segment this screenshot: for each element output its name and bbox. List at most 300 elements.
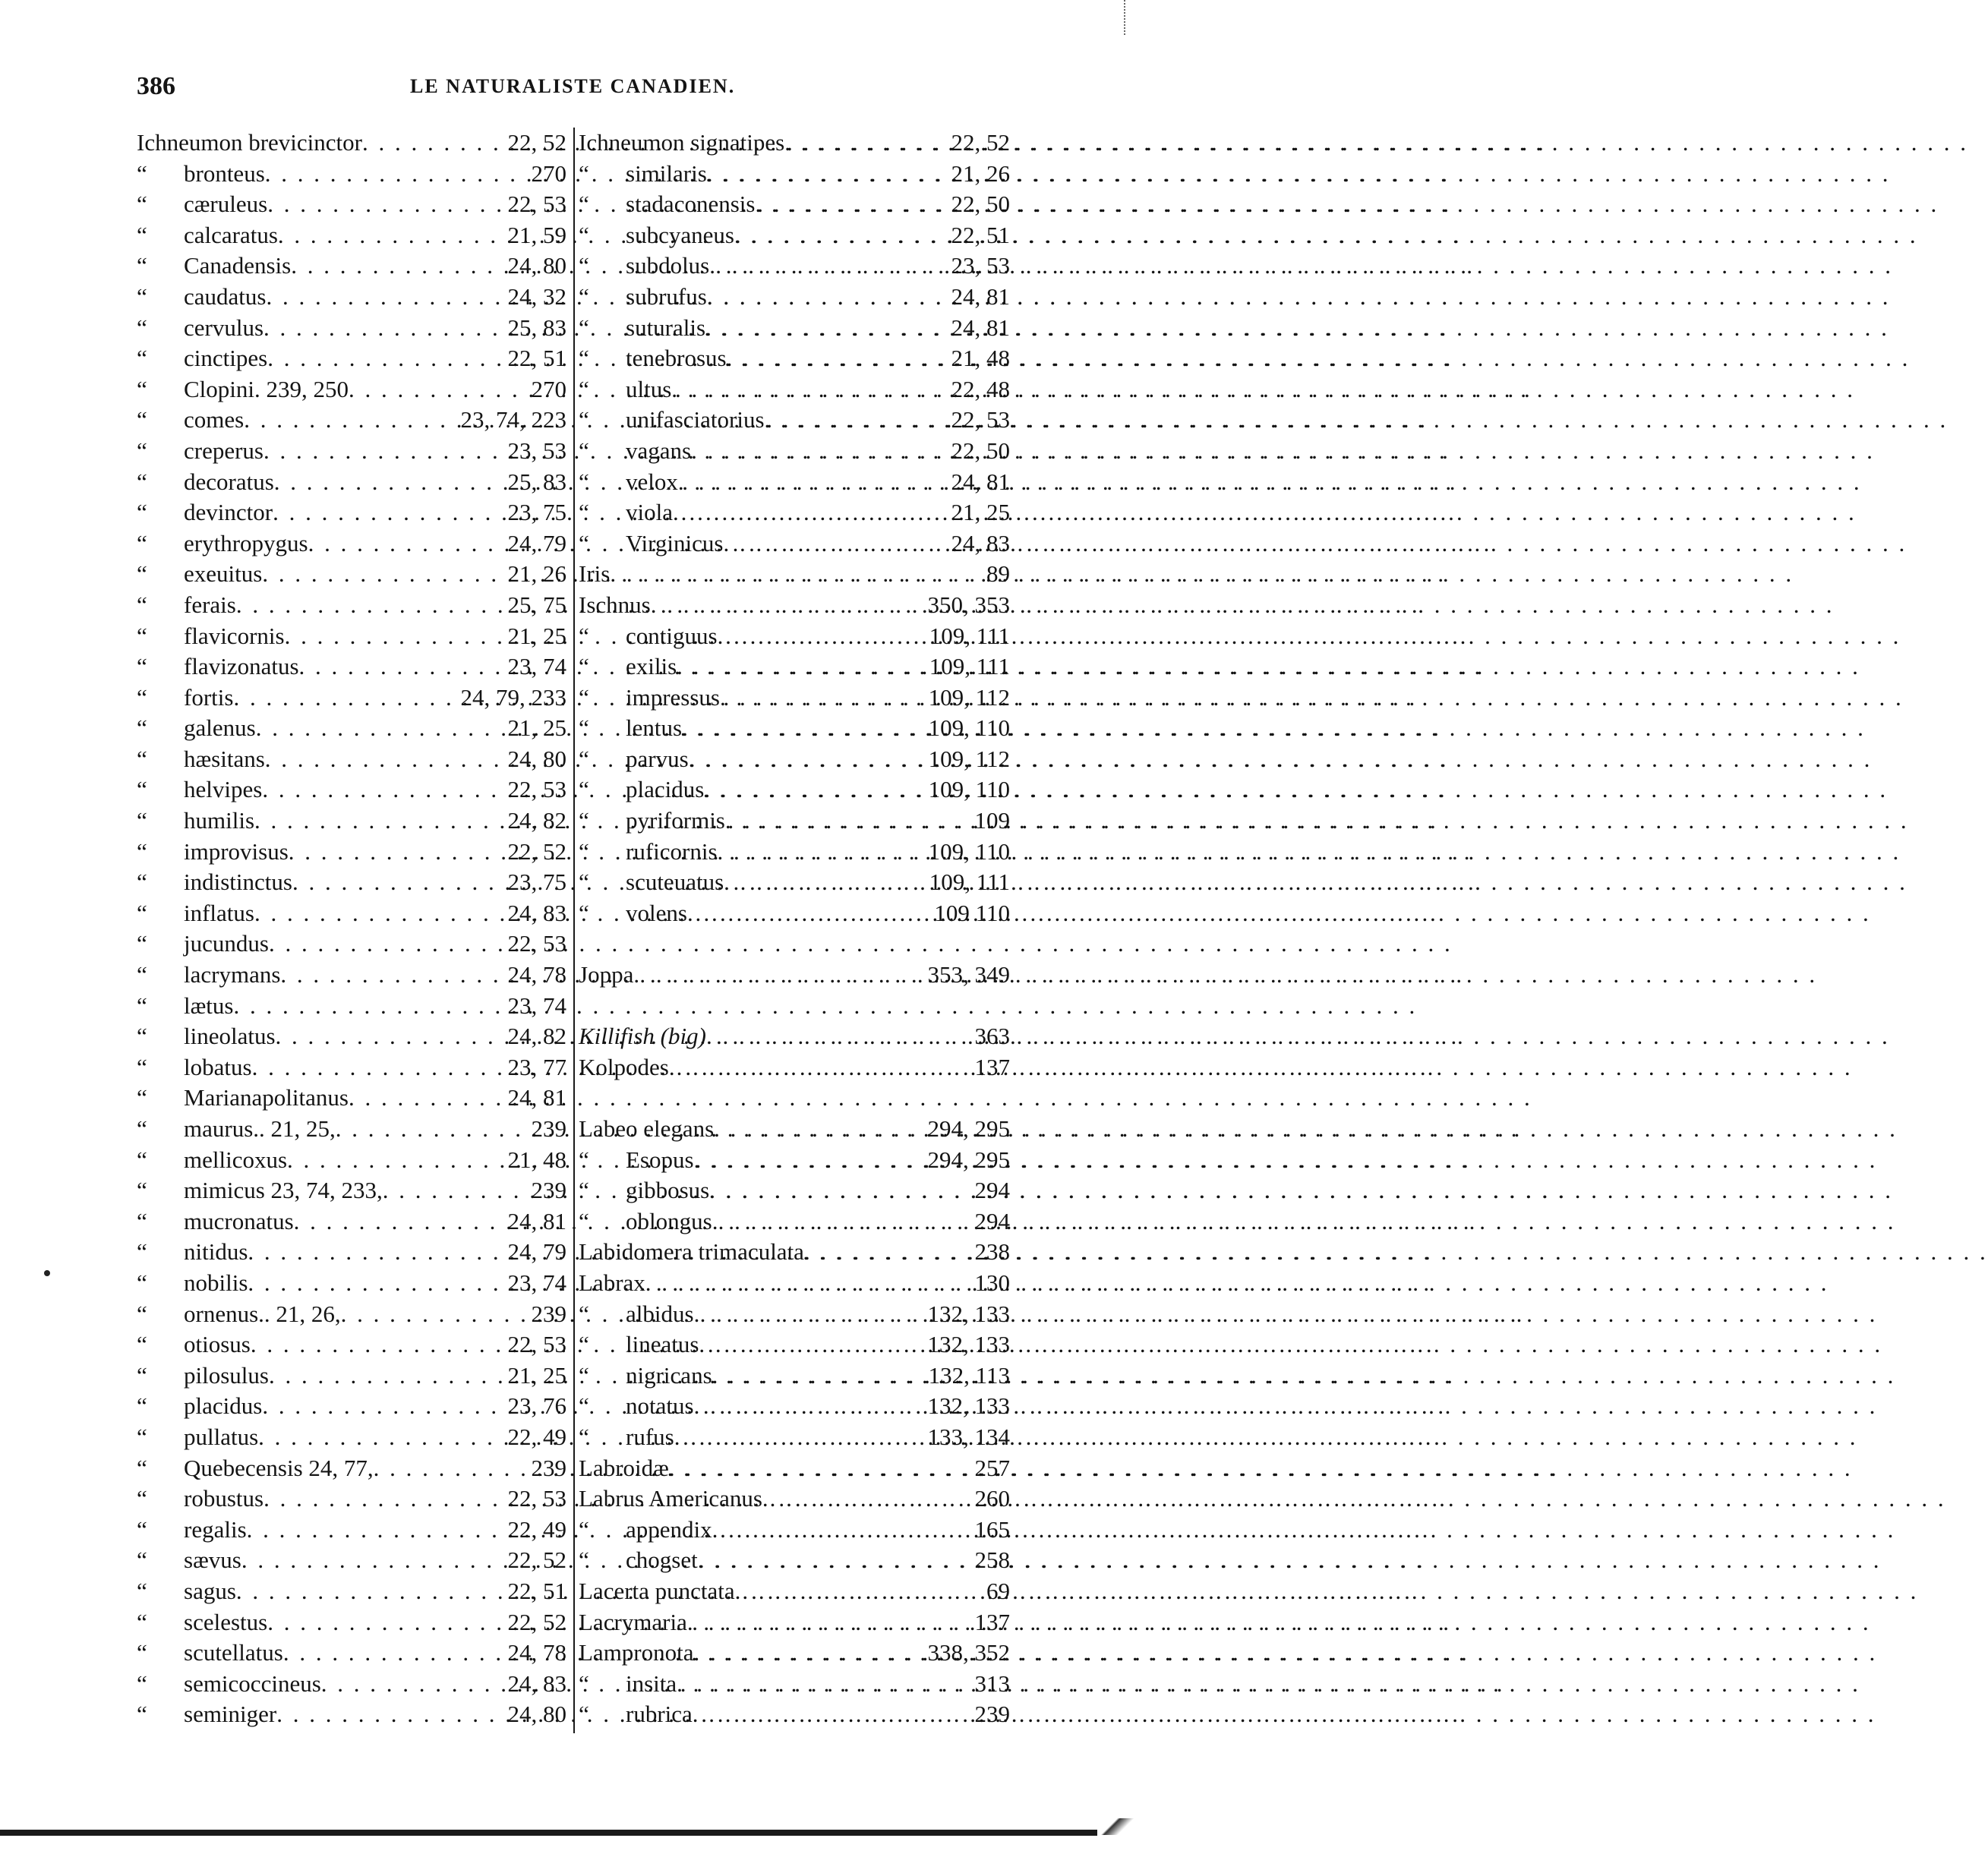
leader-dots <box>633 960 923 991</box>
index-term: lacrymans <box>184 961 281 988</box>
index-entry <box>137 282 568 313</box>
index-entry <box>137 1021 568 1052</box>
index-term: mimicus 23, 74, 233, <box>184 1177 383 1204</box>
index-term: Esopus <box>626 1146 694 1173</box>
scan-dot-mark <box>44 1270 50 1276</box>
page-refs: 132, 133 <box>927 1331 1010 1358</box>
index-term: erythropygus <box>184 529 308 556</box>
index-entry <box>137 251 568 282</box>
index-term: jucundus <box>184 930 269 957</box>
page-refs: 132, 113 <box>928 1361 1010 1389</box>
index-term: Labrax <box>579 1269 645 1296</box>
index-entry <box>579 1699 1011 1730</box>
index-term: lobatus <box>184 1053 252 1080</box>
ditto-mark: “ <box>579 807 589 834</box>
index-entry <box>579 1299 1011 1330</box>
index-term: Quebecensis 24, 77, <box>184 1454 374 1481</box>
leader-dots <box>248 1237 503 1268</box>
page-refs: 238 <box>974 1238 1010 1266</box>
column-divider <box>573 128 575 1733</box>
leader-dots <box>247 1515 503 1546</box>
leader-dots <box>383 1175 527 1206</box>
page-refs: 239 <box>531 1454 566 1481</box>
page-refs: 294, 295 <box>927 1115 1010 1142</box>
index-entry <box>137 1114 568 1145</box>
page-refs: 24, 82 <box>507 807 566 834</box>
page-refs: 24, 81 <box>951 468 1010 495</box>
leader-dots <box>233 683 456 714</box>
ditto-mark: “ <box>579 1177 589 1204</box>
index-term: unifasciatorius <box>626 406 765 434</box>
index-entry <box>137 343 568 374</box>
ditto-mark: “ <box>579 1146 589 1173</box>
leader-dots <box>262 559 503 590</box>
ditto-mark: “ <box>579 191 589 218</box>
index-entry <box>137 1083 568 1114</box>
ditto-mark: “ <box>579 1546 589 1574</box>
index-term: ferais <box>184 591 236 618</box>
leader-dots <box>276 1021 503 1052</box>
leader-dots <box>263 313 503 344</box>
index-entry <box>137 713 568 744</box>
page-refs: 24, 81 <box>951 282 1010 310</box>
page-refs: 21, 25 <box>507 714 566 742</box>
page-refs: 137 <box>974 1053 1010 1080</box>
index-entry <box>137 1175 568 1206</box>
index-term: sagus <box>184 1577 236 1604</box>
ditto-mark: “ <box>137 1392 147 1420</box>
index-entry <box>137 1669 568 1700</box>
ditto-mark: “ <box>137 1269 147 1296</box>
index-term: maurus.. 21, 25, <box>184 1115 336 1142</box>
index-term: appendix <box>626 1515 712 1543</box>
page-refs: 22, 52 <box>507 1608 566 1635</box>
index-term: pullatus <box>184 1423 259 1450</box>
index-entry <box>579 1607 1011 1638</box>
leader-dots <box>699 1329 923 1360</box>
page-refs: 270 <box>531 375 566 402</box>
ditto-mark: “ <box>137 314 147 341</box>
ditto-mark: “ <box>137 252 147 279</box>
ditto-mark: “ <box>137 1423 147 1450</box>
leader-dots <box>714 1114 923 1145</box>
page-refs: 133, 134 <box>927 1423 1010 1450</box>
page-refs: 21, 26 <box>507 560 566 588</box>
leader-dots <box>278 220 503 251</box>
ditto-mark: “ <box>579 683 589 711</box>
index-term: ruficornis <box>626 837 718 865</box>
index-entry <box>137 220 568 251</box>
index-term: chogset <box>626 1546 698 1574</box>
index-entry <box>579 374 1011 405</box>
index-entry <box>137 1453 568 1484</box>
leader-dots <box>263 436 503 467</box>
leader-dots <box>694 1638 923 1669</box>
index-term: comes <box>184 406 245 434</box>
ditto-mark: “ <box>579 622 589 649</box>
page-refs: 257 <box>974 1454 1010 1481</box>
leader-dots <box>233 991 503 1022</box>
page-refs: 24, 80 <box>507 252 566 279</box>
ditto-mark: “ <box>137 1701 147 1728</box>
leader-dots <box>374 1453 527 1484</box>
ditto-mark: “ <box>137 745 147 772</box>
ditto-mark: “ <box>137 1238 147 1266</box>
leader-dots <box>362 128 503 159</box>
index-term: contiguus <box>626 622 718 649</box>
leader-dots <box>765 405 947 436</box>
index-term: decoratus <box>184 468 274 495</box>
page-refs: 109, 110 <box>928 837 1010 865</box>
leader-dots <box>705 313 946 344</box>
page-refs: 21, 25 <box>507 622 566 649</box>
leader-dots <box>254 806 503 837</box>
index-term: cervulus <box>184 314 264 341</box>
leader-dots <box>804 1237 970 1268</box>
leader-dots <box>720 683 924 714</box>
leader-dots <box>252 1052 503 1083</box>
page-refs: 165 <box>974 1515 1010 1543</box>
index-entry <box>579 1545 1011 1576</box>
index-term: lætus <box>184 992 234 1019</box>
index-term: scutellatus <box>184 1639 283 1666</box>
page-header <box>137 72 1010 110</box>
ditto-mark: “ <box>137 807 147 834</box>
page-refs: 69 <box>986 1577 1010 1604</box>
page-refs: 25, 83 <box>507 314 566 341</box>
leader-dots <box>269 929 503 960</box>
index-term: Killifish (big) <box>579 1023 706 1050</box>
ditto-mark: “ <box>137 837 147 865</box>
page-refs: 24, 83 <box>507 899 566 926</box>
page-refs: 130 <box>974 1269 1010 1296</box>
leader-dots <box>784 128 946 159</box>
page-refs: 24, 78 <box>507 1639 566 1666</box>
page-refs: 24, 81 <box>951 314 1010 341</box>
index-term: Ischnus <box>579 591 651 618</box>
index-term: Marianapolitanus <box>184 1084 349 1111</box>
index-term: Lampronota <box>579 1639 694 1666</box>
leader-dots <box>706 1021 970 1052</box>
page-refs: 22, 52 <box>507 1546 566 1574</box>
leader-dots <box>269 1360 503 1392</box>
index-term: mucronatus <box>184 1207 294 1234</box>
leader-dots <box>349 374 526 405</box>
leader-dots <box>610 559 982 590</box>
index-term: seminiger <box>184 1701 277 1728</box>
index-term: stadaconensis <box>626 191 756 218</box>
ditto-mark: “ <box>137 1084 147 1111</box>
index-entry <box>579 774 1011 806</box>
index-entry <box>579 898 1011 929</box>
index-entry <box>579 1329 1011 1360</box>
page-refs: 22, 52 <box>507 837 566 865</box>
ditto-mark: “ <box>579 776 589 803</box>
index-entry <box>137 1483 568 1515</box>
leader-dots <box>694 1145 923 1176</box>
page-refs: 22, 50 <box>951 191 1010 218</box>
index-entry <box>579 991 1011 1022</box>
index-entry <box>137 559 568 590</box>
index-entry <box>137 436 568 467</box>
page-refs: 23, 74 <box>507 653 566 680</box>
leader-dots <box>694 1391 923 1422</box>
index-term: similaris <box>626 159 707 187</box>
ditto-mark: “ <box>579 221 589 248</box>
index-term: exeuitus <box>184 560 263 588</box>
index-term: Labroidæ <box>579 1454 669 1481</box>
index-entry <box>579 220 1011 251</box>
index-entry <box>137 1607 568 1638</box>
index-term: oblongus <box>626 1207 712 1234</box>
page-refs: 23, 75 <box>507 499 566 526</box>
index-term: ornenus.. 21, 26, <box>184 1300 341 1327</box>
leader-dots <box>321 1669 503 1700</box>
leader-dots <box>645 1268 970 1299</box>
leader-dots <box>693 1699 970 1730</box>
leader-dots <box>262 774 503 806</box>
index-entry <box>579 1483 1011 1515</box>
leader-dots <box>294 1206 503 1237</box>
ditto-mark: “ <box>137 1207 147 1234</box>
index-entry <box>137 159 568 190</box>
leader-dots <box>263 1483 503 1515</box>
leader-dots <box>669 1052 970 1083</box>
index-column-right <box>579 128 1011 1733</box>
ditto-mark: “ <box>137 1515 147 1543</box>
page-refs: 22, 52 <box>507 129 566 156</box>
index-term: humilis <box>184 807 255 834</box>
index-entry <box>579 1576 1011 1607</box>
index-term: gibbosus <box>626 1177 710 1204</box>
index-entry <box>137 1329 568 1360</box>
ditto-mark: “ <box>579 406 589 434</box>
ditto-mark: “ <box>579 314 589 341</box>
index-term: Lacerta punctata <box>579 1577 735 1604</box>
index-entry <box>137 1145 568 1176</box>
index-term: Labidomera trimaculata <box>579 1238 804 1266</box>
index-entry <box>137 1515 568 1546</box>
ditto-mark: “ <box>137 468 147 495</box>
ditto-mark: “ <box>579 437 589 464</box>
index-entry <box>137 1360 568 1392</box>
ditto-mark: “ <box>137 776 147 803</box>
ditto-mark: “ <box>137 1177 147 1204</box>
index-term: pilosulus <box>184 1361 269 1389</box>
page-refs: 109, 111 <box>929 653 1010 680</box>
page-refs: 22, 53 <box>507 1485 566 1512</box>
leader-dots <box>241 1545 503 1576</box>
index-entry <box>579 621 1011 652</box>
index-term: ultus <box>626 375 672 402</box>
index-entry <box>579 1052 1011 1083</box>
leader-dots <box>682 713 924 744</box>
index-entry <box>579 837 1011 868</box>
index-entry <box>579 1145 1011 1176</box>
index-entry <box>579 528 1011 560</box>
page-refs: 22, 53 <box>951 406 1010 434</box>
page-refs: 109, 111 <box>929 869 1010 896</box>
ditto-mark: “ <box>137 191 147 218</box>
ditto-mark: “ <box>137 869 147 896</box>
page-refs: 260 <box>974 1485 1010 1512</box>
index-term: flavicornis <box>184 622 285 649</box>
leader-dots <box>236 590 503 621</box>
index-term: rubrica <box>626 1701 693 1728</box>
ditto-mark: “ <box>137 1300 147 1327</box>
leader-dots <box>254 898 503 929</box>
leader-dots <box>718 621 925 652</box>
ditto-mark: “ <box>137 406 147 434</box>
page-refs: 23, 77 <box>507 1053 566 1080</box>
leader-dots <box>724 867 925 898</box>
page-refs: 24, 81 <box>507 1084 566 1111</box>
page-refs: 109, 111 <box>929 622 1010 649</box>
index-entry <box>579 683 1011 714</box>
index-term: indistinctus <box>184 869 292 896</box>
leader-dots <box>698 1545 970 1576</box>
page-refs: 24, 80 <box>507 1701 566 1728</box>
page-refs: 313 <box>974 1669 1010 1697</box>
leader-dots <box>671 374 946 405</box>
index-entry <box>579 1237 1011 1268</box>
page-refs: 21, 25 <box>507 1361 566 1389</box>
index-entry <box>137 497 568 528</box>
index-term: velox <box>626 468 678 495</box>
leader-dots <box>258 1422 503 1453</box>
page-refs: 23, 76 <box>507 1392 566 1420</box>
ditto-mark: “ <box>579 1300 589 1327</box>
index-entry <box>579 159 1011 190</box>
page-refs: 21, 25 <box>951 499 1010 526</box>
ditto-mark: “ <box>579 159 589 187</box>
leader-dots <box>285 621 503 652</box>
index-term: devinctor <box>184 499 273 526</box>
index-term: Ichneumon brevicinctor <box>137 129 362 156</box>
leader-dots <box>291 251 503 282</box>
index-term: subdolus <box>626 252 710 279</box>
index-term: mellicoxus <box>184 1146 288 1173</box>
page-refs: 137 <box>974 1608 1010 1635</box>
index-entry <box>579 1021 1011 1052</box>
page-refs: 21, 48 <box>507 1146 566 1173</box>
index-term: Labeo elegans <box>579 1115 715 1142</box>
index-entry <box>579 251 1011 282</box>
index-term: semicoccineus <box>184 1669 321 1697</box>
page-refs: 24, 79, 233 <box>460 683 566 711</box>
ditto-mark: “ <box>137 1639 147 1666</box>
leader-dots <box>289 837 503 868</box>
ditto-mark: “ <box>137 437 147 464</box>
index-term: parvus <box>626 745 689 772</box>
index-entry <box>579 467 1011 498</box>
index-entry <box>579 806 1011 837</box>
leader-dots <box>678 467 947 498</box>
index-term: albidus <box>626 1300 694 1327</box>
index-entry <box>137 929 568 960</box>
index-term: scelestus <box>184 1608 268 1635</box>
page-refs: 21, 26 <box>951 159 1010 187</box>
index-term: Clopini. 239, 250 <box>184 375 349 402</box>
page-refs: 22, 53 <box>507 776 566 803</box>
leader-dots <box>299 651 503 683</box>
index-entry <box>137 1206 568 1237</box>
page-refs: 132, 133 <box>927 1392 1010 1420</box>
index-entry <box>579 1453 1011 1484</box>
ditto-mark: “ <box>137 1608 147 1635</box>
index-entry <box>137 1237 568 1268</box>
index-term: pyriformis <box>626 807 725 834</box>
leader-dots <box>712 1206 970 1237</box>
ditto-mark: “ <box>137 529 147 556</box>
index-term: robustus <box>184 1485 264 1512</box>
ditto-mark: “ <box>137 1115 147 1142</box>
leader-dots <box>712 1360 924 1392</box>
leader-dots <box>707 159 947 190</box>
page-refs: 239 <box>531 1300 566 1327</box>
leader-dots <box>262 1391 503 1422</box>
scan-corner-mark <box>1095 1818 1134 1835</box>
leader-dots <box>336 1114 527 1145</box>
ditto-mark: “ <box>137 1023 147 1050</box>
page-refs: 23, 74 <box>507 1269 566 1296</box>
index-entry <box>579 1175 1011 1206</box>
ditto-mark: “ <box>137 653 147 680</box>
page-refs: 25, 75 <box>507 591 566 618</box>
page-refs: 24, 81 <box>507 1207 566 1234</box>
leader-dots <box>687 898 929 929</box>
index-entry <box>579 189 1011 220</box>
leader-dots <box>266 282 503 313</box>
page-refs: 22, 49 <box>507 1423 566 1450</box>
index-term: calcaratus <box>184 221 278 248</box>
index-entry <box>579 313 1011 344</box>
index-term: caudatus <box>184 282 267 310</box>
leader-dots <box>718 837 924 868</box>
leader-dots <box>273 497 503 528</box>
leader-dots <box>691 436 946 467</box>
ditto-mark: “ <box>579 1392 589 1420</box>
page-refs: 24, 83 <box>951 529 1010 556</box>
index-term: bronteus <box>184 159 265 187</box>
running-title: LE NATURALISTE CANADIEN. <box>410 75 736 97</box>
leader-dots <box>276 1699 503 1730</box>
ditto-mark: “ <box>137 221 147 248</box>
leader-dots <box>694 1299 923 1330</box>
leader-dots <box>689 744 924 775</box>
page-refs: 23, 75 <box>507 869 566 896</box>
ditto-mark: “ <box>579 745 589 772</box>
page-refs: 22, 52 <box>951 129 1010 156</box>
page-refs: 294, 295 <box>927 1146 1010 1173</box>
ditto-mark: “ <box>579 499 589 526</box>
index-term: Kolpodes <box>579 1053 669 1080</box>
leader-dots <box>256 713 503 744</box>
index-entry <box>137 621 568 652</box>
index-term: nobilis <box>184 1269 248 1296</box>
ditto-mark: “ <box>579 1669 589 1697</box>
leader-dots <box>274 467 503 498</box>
page-refs: 338, 352 <box>927 1639 1010 1666</box>
index-entry <box>579 713 1011 744</box>
index-term: hæsitans <box>184 745 265 772</box>
index-term: Lacrymaria <box>579 1608 687 1635</box>
leader-dots <box>280 960 503 991</box>
ditto-mark: “ <box>137 591 147 618</box>
ditto-mark: “ <box>579 837 589 865</box>
ditto-mark: “ <box>579 1331 589 1358</box>
index-term: improvisus <box>184 837 289 865</box>
